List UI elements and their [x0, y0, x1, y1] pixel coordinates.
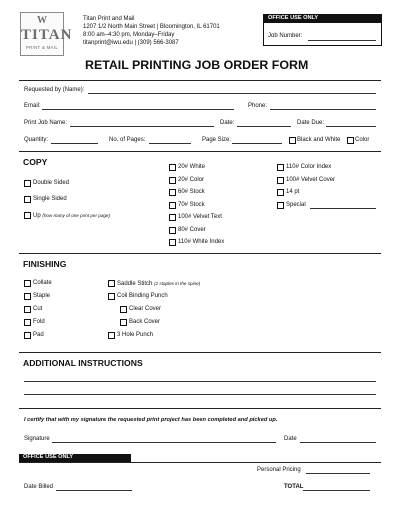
requested-by-field[interactable] [88, 93, 376, 94]
paper-80-cover-label: 80# Cover [178, 227, 206, 233]
additional-heading: ADDITIONAL INSTRUCTIONS [23, 358, 143, 368]
paper-20-color-checkbox[interactable] [169, 177, 176, 184]
date-due-field[interactable] [326, 126, 376, 127]
double-sided-label: Double Sided [33, 180, 70, 186]
job-number-field[interactable] [308, 40, 376, 41]
cut-label: Cut [33, 306, 43, 312]
logo-tagline: PRINT & MAIL [25, 45, 59, 50]
color-label: Color [355, 137, 370, 143]
pad-checkbox[interactable] [24, 332, 31, 339]
pad-label: Pad [33, 332, 44, 338]
certify-date-label: Date [284, 436, 297, 442]
org-name: Titan Print and Mail [83, 16, 135, 22]
office-use-box-top [263, 14, 382, 46]
divider [19, 462, 381, 463]
form-title: RETAIL PRINTING JOB ORDER FORM [85, 58, 309, 72]
office-use-header-top: OFFICE USE ONLY [264, 15, 381, 23]
paper-110-color-index-label: 110# Color Index [286, 164, 332, 170]
paper-100-velvet-text-checkbox[interactable] [169, 214, 176, 221]
paper-20-white-checkbox[interactable] [169, 164, 176, 171]
up-note: (how many of one print per page) [42, 213, 111, 218]
job-name-label: Print Job Name: [24, 120, 68, 126]
paper-20-color-label: 20# Color [178, 177, 205, 183]
staple-checkbox[interactable] [24, 293, 31, 300]
fold-checkbox[interactable] [24, 319, 31, 326]
instructions-line[interactable] [24, 381, 376, 382]
date-due-label: Date Due: [297, 120, 325, 126]
cut-checkbox[interactable] [24, 306, 31, 313]
office-use-header-bottom: OFFICE USE ONLY [19, 454, 131, 462]
divider [19, 352, 381, 353]
logo-name: TITAN [21, 27, 73, 43]
color-checkbox[interactable] [347, 137, 354, 144]
back-cover-label: Back Cover [129, 319, 161, 325]
signature-field[interactable] [52, 442, 276, 443]
divider [19, 80, 381, 81]
saddle-stitch-note: (2 staples in the spine) [154, 281, 201, 286]
coil-binding-checkbox[interactable] [108, 293, 115, 300]
paper-100-velvet-cover-label: 100# Velvet Cover [286, 177, 336, 183]
email-label: Email: [24, 103, 41, 109]
personal-pricing-label: Personal Pricing [257, 467, 301, 473]
org-address: 1207 1/2 North Main Street | Bloomington, IL 61701 [83, 24, 220, 30]
paper-110-white-index-checkbox[interactable] [169, 239, 176, 246]
divider [19, 253, 381, 254]
paper-70-stock-label: 70# Stock [178, 202, 205, 208]
divider [19, 151, 381, 152]
paper-100-velvet-cover-checkbox[interactable] [277, 177, 284, 184]
collate-checkbox[interactable] [24, 280, 31, 287]
up-label: Up (how many of one print per page) [33, 213, 111, 219]
requested-by-label: Requested by (Name): [24, 87, 85, 93]
double-sided-checkbox[interactable] [24, 180, 31, 187]
special-checkbox[interactable] [277, 202, 284, 209]
total-label: TOTAL [284, 484, 304, 490]
pages-field[interactable] [149, 143, 191, 144]
personal-pricing-field[interactable] [306, 473, 370, 474]
titan-logo [20, 12, 73, 56]
coil-binding-label: Coil Binding Punch [117, 293, 168, 299]
single-sided-label: Single Sided [33, 196, 67, 202]
paper-20-white-label: 20# White [178, 164, 206, 170]
paper-60-stock-label: 60# Stock [178, 189, 205, 195]
date-billed-label: Date Billed [24, 484, 54, 490]
clear-cover-checkbox[interactable] [120, 306, 127, 313]
logo-mark: W [37, 15, 47, 26]
bw-label: Black and White [297, 137, 341, 143]
quantity-field[interactable] [51, 143, 98, 144]
paper-100-velvet-text-label: 100# Velvet Text [178, 214, 222, 220]
signature-label: Signature [24, 436, 50, 442]
certify-date-field[interactable] [300, 442, 376, 443]
up-checkbox[interactable] [24, 212, 31, 219]
special-field[interactable] [310, 208, 376, 209]
page-size-label: Page Size: [202, 137, 232, 143]
job-number-label: Job Number: [268, 33, 303, 39]
paper-70-stock-checkbox[interactable] [169, 202, 176, 209]
clear-cover-label: Clear Cover [129, 306, 162, 312]
fold-label: Fold [33, 319, 45, 325]
hole-punch-label: 3 Hole Punch [117, 332, 154, 338]
copy-heading: COPY [23, 157, 48, 167]
paper-60-stock-checkbox[interactable] [169, 189, 176, 196]
collate-label: Collate [33, 280, 52, 286]
saddle-stitch-checkbox[interactable] [108, 280, 115, 287]
paper-80-cover-checkbox[interactable] [169, 227, 176, 234]
total-field[interactable] [303, 490, 370, 491]
paper-14pt-checkbox[interactable] [277, 189, 284, 196]
paper-110-white-index-label: 110# White Index [178, 239, 225, 245]
phone-field[interactable] [270, 109, 376, 110]
org-contact: titanprint@iwu.edu | (309) 566-3087 [83, 40, 179, 46]
special-label: Special [286, 202, 306, 208]
single-sided-checkbox[interactable] [24, 196, 31, 203]
job-name-field[interactable] [70, 126, 214, 127]
page-size-field[interactable] [232, 143, 282, 144]
date-field[interactable] [237, 126, 291, 127]
finishing-heading: FINISHING [23, 259, 67, 269]
certify-statement: I certify that with my signature the requested print project has been completed and picked up. [24, 417, 278, 423]
hole-punch-checkbox[interactable] [108, 332, 115, 339]
saddle-stitch-label: Saddle Stitch (2 staples in the spine) [117, 281, 201, 287]
date-billed-field[interactable] [56, 490, 132, 491]
email-field[interactable] [42, 109, 234, 110]
org-hours: 8:00 am–4:30 pm, Monday–Friday [83, 32, 175, 38]
staple-label: Staple [33, 293, 51, 299]
paper-110-color-index-checkbox[interactable] [277, 164, 284, 171]
back-cover-checkbox[interactable] [120, 319, 127, 326]
paper-14pt-label: 14 pt [286, 189, 300, 195]
bw-checkbox[interactable] [289, 137, 296, 144]
divider [19, 408, 381, 409]
quantity-label: Quantity: [24, 137, 49, 143]
pages-label: No. of Pages: [109, 137, 146, 143]
instructions-line[interactable] [24, 394, 376, 395]
phone-label: Phone: [248, 103, 268, 109]
date-label: Date: [220, 120, 235, 126]
